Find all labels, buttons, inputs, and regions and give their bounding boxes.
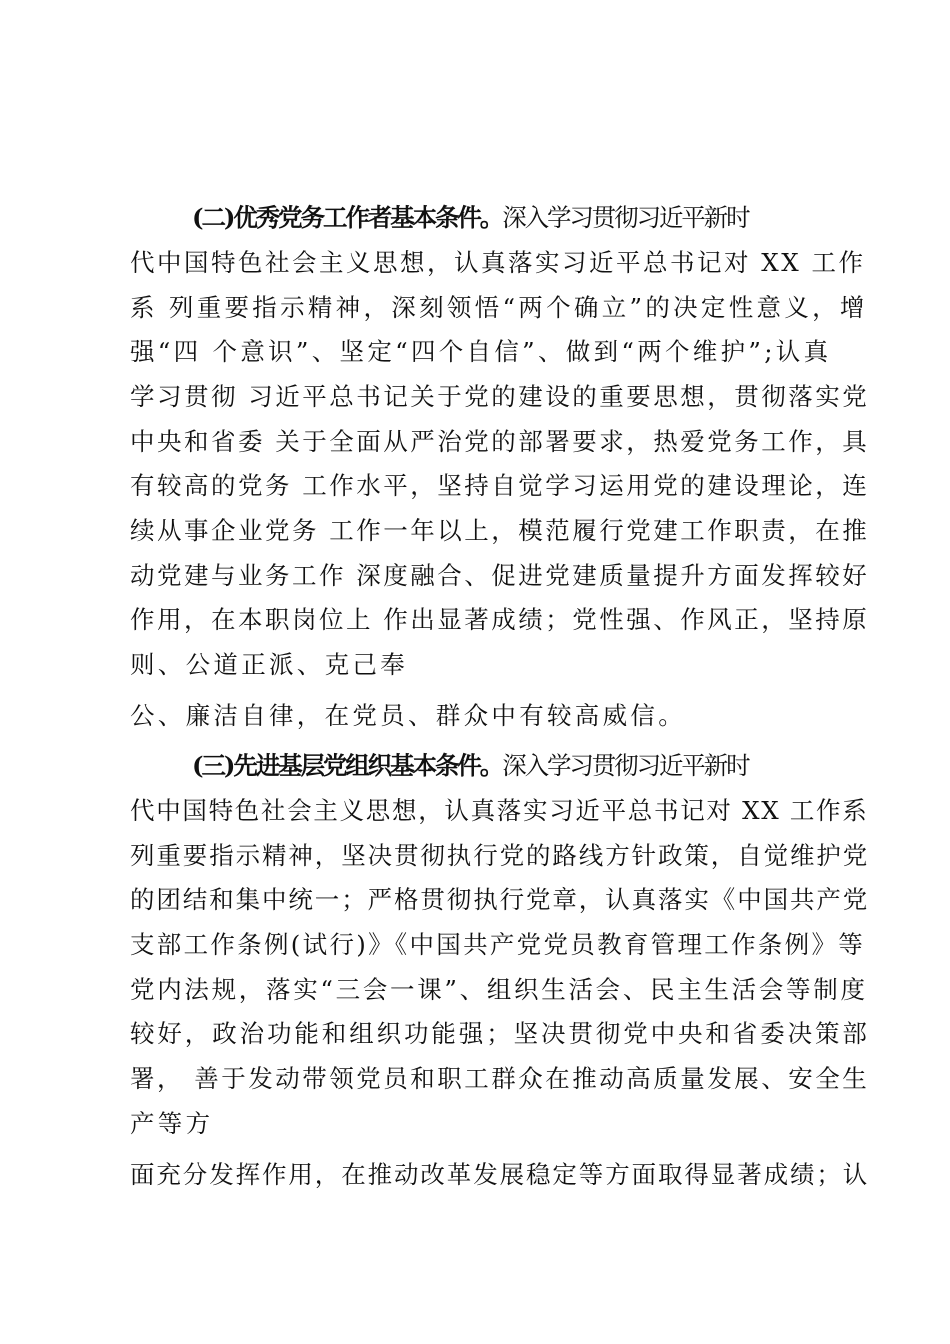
section-2-first-line bbox=[192, 203, 912, 233]
section-3-line: 署， 善于发动带领党员和职工群众在推动高质量发展、安全生 bbox=[130, 1064, 870, 1093]
section-2-line: 系 列重要指示精神，深刻领悟“两个确立”的决定性意义，增 bbox=[130, 293, 868, 322]
section-2-line: 有较高的党务 工作水平，坚持自觉学习运用党的建设理论，连 bbox=[130, 471, 870, 500]
section-3-line: 支部工作条例(试行)》《中国共产党党员教育管理工作条例》等 bbox=[130, 930, 866, 959]
section-3-line: 列重要指示精神，坚决贯彻执行党的路线方针政策，自觉维护党 bbox=[130, 841, 870, 870]
section-2-line: 作用，在本职岗位上 作出显著成绩；党性强、作风正，坚持原 bbox=[130, 605, 870, 634]
section-2-first-line-text: 深入学习贯彻习近平新时 bbox=[502, 203, 749, 232]
section-3-continuation: 面充分发挥作用，在推动改革发展稳定等方面取得显著成绩；认 bbox=[130, 1160, 870, 1189]
section-3-line: 代中国特色社会主义思想，认真落实习近平总书记对 XX 工作系 bbox=[130, 796, 869, 825]
section-3-first-line bbox=[192, 751, 912, 781]
section-3-line: 的团结和集中统一；严格贯彻执行党章，认真落实《中国共产党 bbox=[130, 885, 870, 914]
section-2-line: 代中国特色社会主义思想，认真落实习近平总书记对 XX 工作 bbox=[130, 248, 866, 277]
section-3-line: 较好，政治功能和组织功能强；坚决贯彻党中央和省委决策部 bbox=[130, 1019, 870, 1048]
section-3-line: 产等方 bbox=[130, 1109, 214, 1138]
section-3-heading: (三)先进基层党组织基本条件。 bbox=[192, 751, 503, 780]
section-3-first-line-text: 深入学习贯彻习近平新时 bbox=[502, 751, 749, 780]
section-3-line: 党内法规，落实“三会一课”、组织生活会、民主生活会等制度 bbox=[130, 975, 868, 1004]
section-2-line: 强“四 个意识”、坚定“四个自信”、做到“两个维护”;认真 bbox=[130, 337, 832, 366]
section-2-line: 续从事企业党务 工作一年以上，模范履行党建工作职责，在推 bbox=[130, 516, 870, 545]
section-2-line: 动党建与业务工作 深度融合、促进党建质量提升方面发挥较好 bbox=[130, 561, 870, 590]
section-2-line: 学习贯彻 习近平总书记关于党的建设的重要思想，贯彻落实党 bbox=[130, 382, 870, 411]
section-2-continuation: 公、廉洁自律，在党员、群众中有较高威信。 bbox=[130, 701, 686, 730]
section-2-heading: (二)优秀党务工作者基本条件。 bbox=[192, 203, 503, 232]
section-2-line: 中央和省委 关于全面从严治党的部署要求，热爱党务工作，具 bbox=[130, 427, 870, 456]
section-2-line: 则、公道正派、克己奉 bbox=[130, 650, 408, 679]
